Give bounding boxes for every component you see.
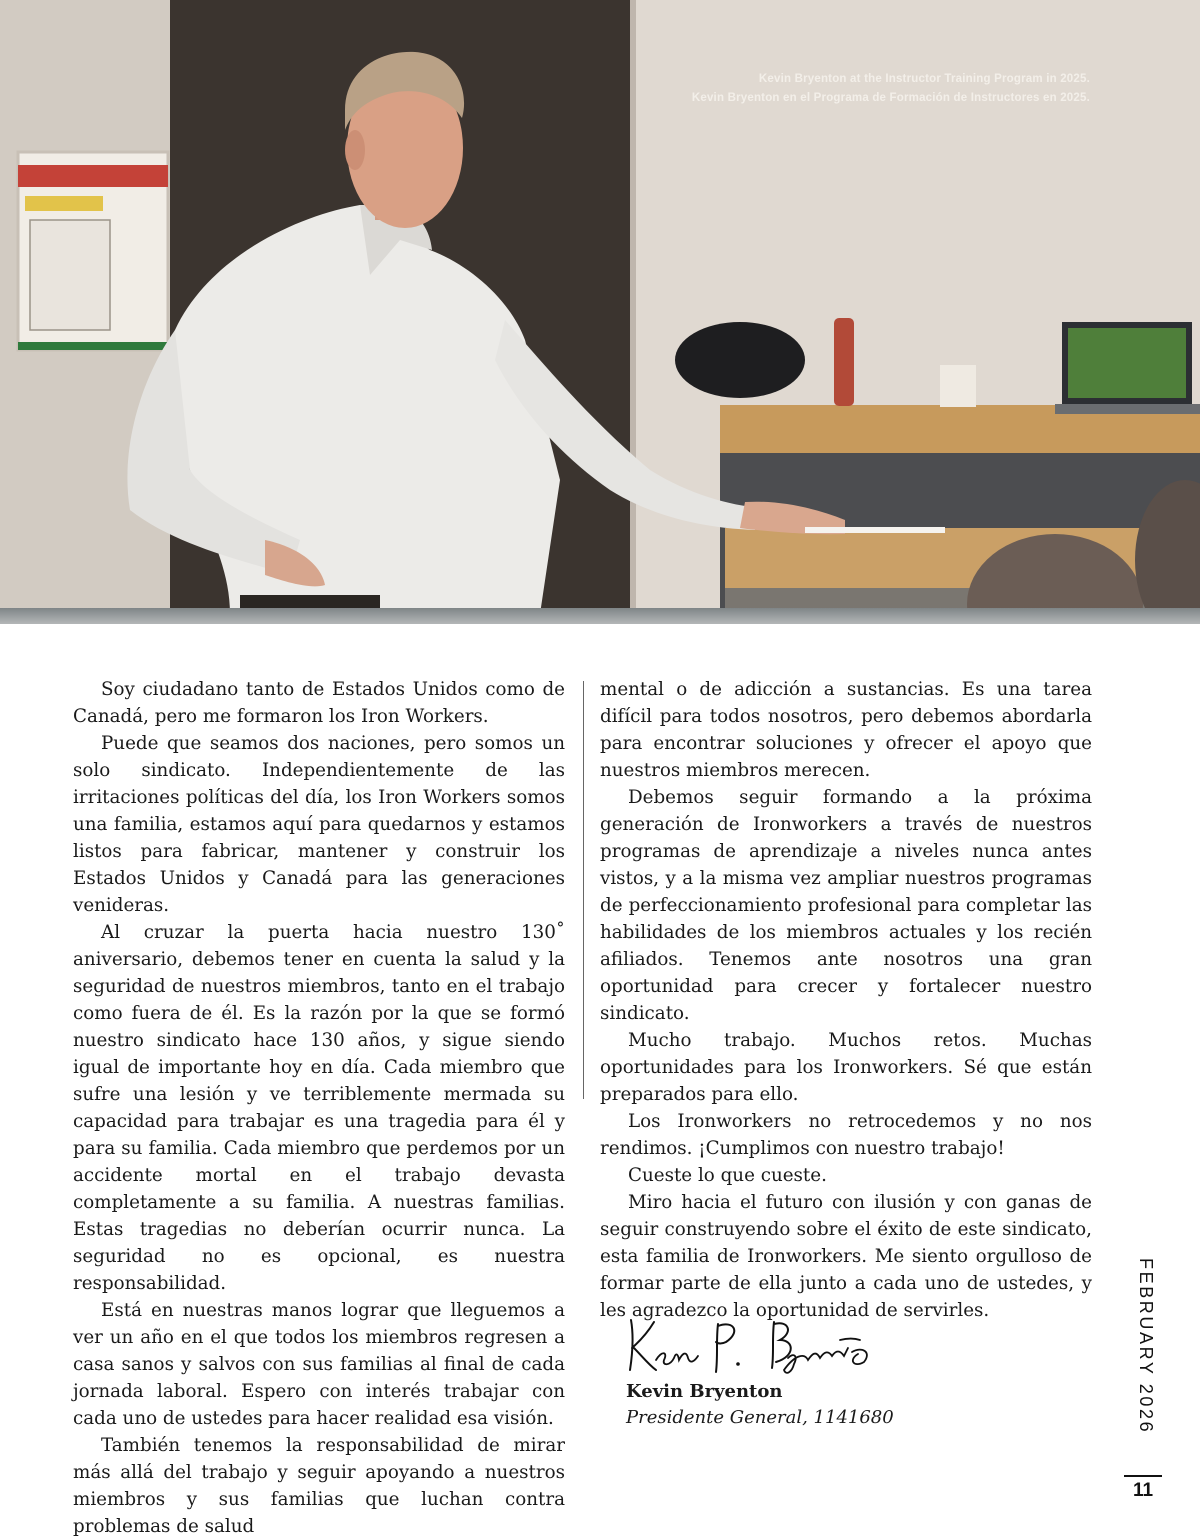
handwritten-signature [626,1312,876,1386]
paragraph: Debemos seguir formando a la próxima generación de Ironworkers a través de nuestros programas de aprendizaje a niveles nunca antes vistos, y a la misma vez ampliar nuestros programas de perfeccionamiento profesional para completar las habilidades de los miembros actuales y los recién afiliados. Tenemos ante nosotros una gran oportunidad para crecer y fortalecer nuestro sindicato. [600,787,1092,1024]
signer-title: Presidente General, 1141680 [626,1407,894,1428]
paragraph: Los Ironworkers no retrocedemos y no nos rendimos. ¡Cumplimos con nuestro trabajo! [600,1111,1092,1159]
paragraph: Puede que seamos dos naciones, pero somos un solo sindicato. Independientemente de las irritaciones políticas del día, los Iron Workers somos una familia, estamos aquí para quedarnos y estamos listos para fabricar, mantener y construir los Estados Unidos y Canadá para las generaciones venideras. [73,733,565,916]
photo-caption [692,70,1090,108]
paragraph: Soy ciudadano tanto de Estados Unidos como de Canadá, pero me formaron los Iron Workers. [73,679,565,727]
paragraph: Miro hacia el futuro con ilusión y con ganas de seguir construyendo sobre el éxito de este sindicato, esta familia de Ironworkers. Me siento orgulloso de formar parte de ella junto a cada uno de ustedes, y les agradezco la oportunidad de servirles. [600,1192,1092,1321]
paragraph: También tenemos la responsabilidad de mirar más allá del trabajo y seguir apoyando a nuestros miembros y sus familias que luchan contra problemas de salud [73,1435,565,1537]
page-number: 11 [1132,1480,1154,1501]
article-column-left [73,676,565,1540]
paragraph: Al cruzar la puerta hacia nuestro 130˚ aniversario, debemos tener en cuenta la salud y la seguridad de nuestros miembros, tanto en el trabajo como fuera de él. Es la razón por la que se formó nuestro sindicato hace 130 años, y sigue siendo igual de importante hoy en día. Cada miembro que sufre una lesión y ve terriblemente mermada su capacidad para trabajar es una tragedia para él y para su familia. Cada miembro que perdemos por un accidente mortal en el trabajo devasta completamente a su familia. A nuestras familias. Estas tragedias no deberían ocurrir nunca. La seguridad no es opcional, es nuestra responsabilidad. [73,922,565,1294]
emergency-sign [18,152,168,350]
signature-caption [626,1379,894,1431]
caption-english: Kevin Bryenton at the Instructor Training Program in 2025. [758,73,1090,85]
laptop [1055,322,1200,414]
paragraph-continuation: mental o de adicción a sustancias. Es una tarea difícil para todos nosotros, pero debemos abordarla para encontrar soluciones y ofrecer el apoyo que nuestros miembros merecen. [600,679,1092,781]
paragraph: Cueste lo que cueste. [628,1165,827,1186]
backpack [675,322,805,398]
column-divider [583,681,584,1099]
signer-name: Kevin Bryenton [626,1381,783,1402]
paragraph: Está en nuestras manos lograr que lleguemos a ver un año en el que todos los miembros regresen a casa sanos y salvos con sus familias al final de cada jornada laboral. Espero con interés trabajar con cada uno de ustedes para hacer realidad esa visión. [73,1300,565,1429]
paragraph: Mucho trabajo. Muchos retos. Muchas oportunidades para los Ironworkers. Sé que están preparados para ello. [600,1030,1092,1105]
page-number-rule [1124,1475,1162,1477]
signature-image [626,1312,876,1382]
article-column-right [600,676,1092,1324]
header-photo [0,0,1200,614]
photo-bottom-strip [0,608,1200,624]
issue-date: FEBRUARY 2026 [1136,1258,1156,1435]
caption-spanish: Kevin Bryenton en el Programa de Formación de Instructores en 2025. [691,92,1090,104]
